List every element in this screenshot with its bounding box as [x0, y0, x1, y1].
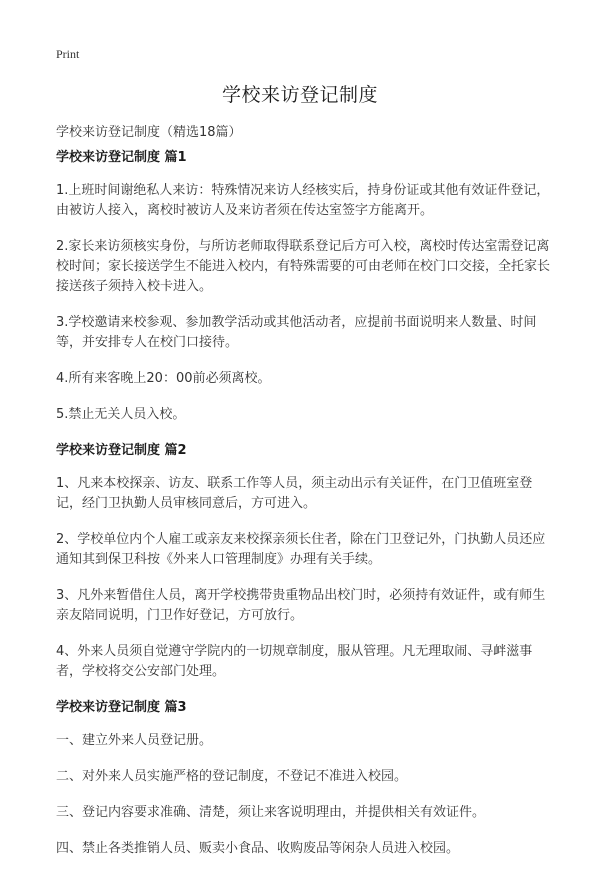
paragraph: 4.所有来客晚上20：00前必须离校。 — [56, 371, 271, 386]
section-heading: 学校来访登记制度 篇1 — [56, 150, 187, 165]
paragraph: 二、对外来人员实施严格的登记制度，不登记不准进入校园。 — [56, 769, 408, 784]
section-2 — [56, 441, 556, 682]
paragraph: 三、登记内容要求准确、清楚，须让来客说明理由，并提供相关有效证件。 — [56, 805, 486, 820]
paragraph: 3、凡外来暂借住人员，离开学校携带贵重物品出校门时，必须持有效证件，或有师生亲友陪同说明，门卫作好登记，方可放行。 — [56, 588, 546, 623]
paragraph: 四、禁止各类推销人员、贩卖小食品、收购废品等闲杂人员进入校园。 — [56, 841, 460, 856]
section-heading: 学校来访登记制度 篇2 — [56, 443, 187, 458]
paragraph: 1.上班时间谢绝私人来访：特殊情况来访人经核实后，持身份证或其他有效证件登记，由被访人接入，离校时被访人及来访者须在传达室签字方能离开。 — [56, 183, 550, 218]
section-heading: 学校来访登记制度 篇3 — [56, 700, 187, 715]
paragraph: 5.禁止无关人员入校。 — [56, 407, 186, 422]
paragraph: 2、学校单位内个人雇工或亲友来校探亲须长住者，除在门卫登记外，门执勤人员还应通知其到保卫科按《外来人口管理制度》办理有关手续。 — [56, 532, 546, 567]
document-subtitle: 学校来访登记制度（精选18篇） — [56, 125, 242, 140]
section-3 — [56, 698, 556, 859]
paragraph: 一、建立外来人员登记册。 — [56, 733, 213, 748]
paragraph: 2.家长来访须核实身份，与所访老师取得联系登记后方可入校，离校时传达室需登记离校时间；家长接送学生不能进入校内，有特殊需要的可由老师在校门口交接，全托家长接送孩子须持入校卡进入。 — [56, 239, 551, 294]
print-link[interactable]: Print — [56, 47, 80, 61]
paragraph: 3.学校邀请来校参观、参加教学活动或其他活动者，应提前书面说明来人数量、时间等，并安排专人在校门口接待。 — [56, 315, 537, 350]
page-title: 学校来访登记制度 — [221, 84, 378, 106]
paragraph: 1、凡来本校探亲、访友、联系工作等人员，须主动出示有关证件，在门卫值班室登记，经门卫执勤人员审核同意后，方可进入。 — [56, 476, 533, 511]
section-1 — [56, 148, 556, 425]
paragraph: 4、外来人员须自觉遵守学院内的一切规章制度，服从管理。凡无理取闹、寻衅滋事者，学校将交公安部门处理。 — [56, 644, 533, 679]
document-body — [56, 148, 556, 875]
